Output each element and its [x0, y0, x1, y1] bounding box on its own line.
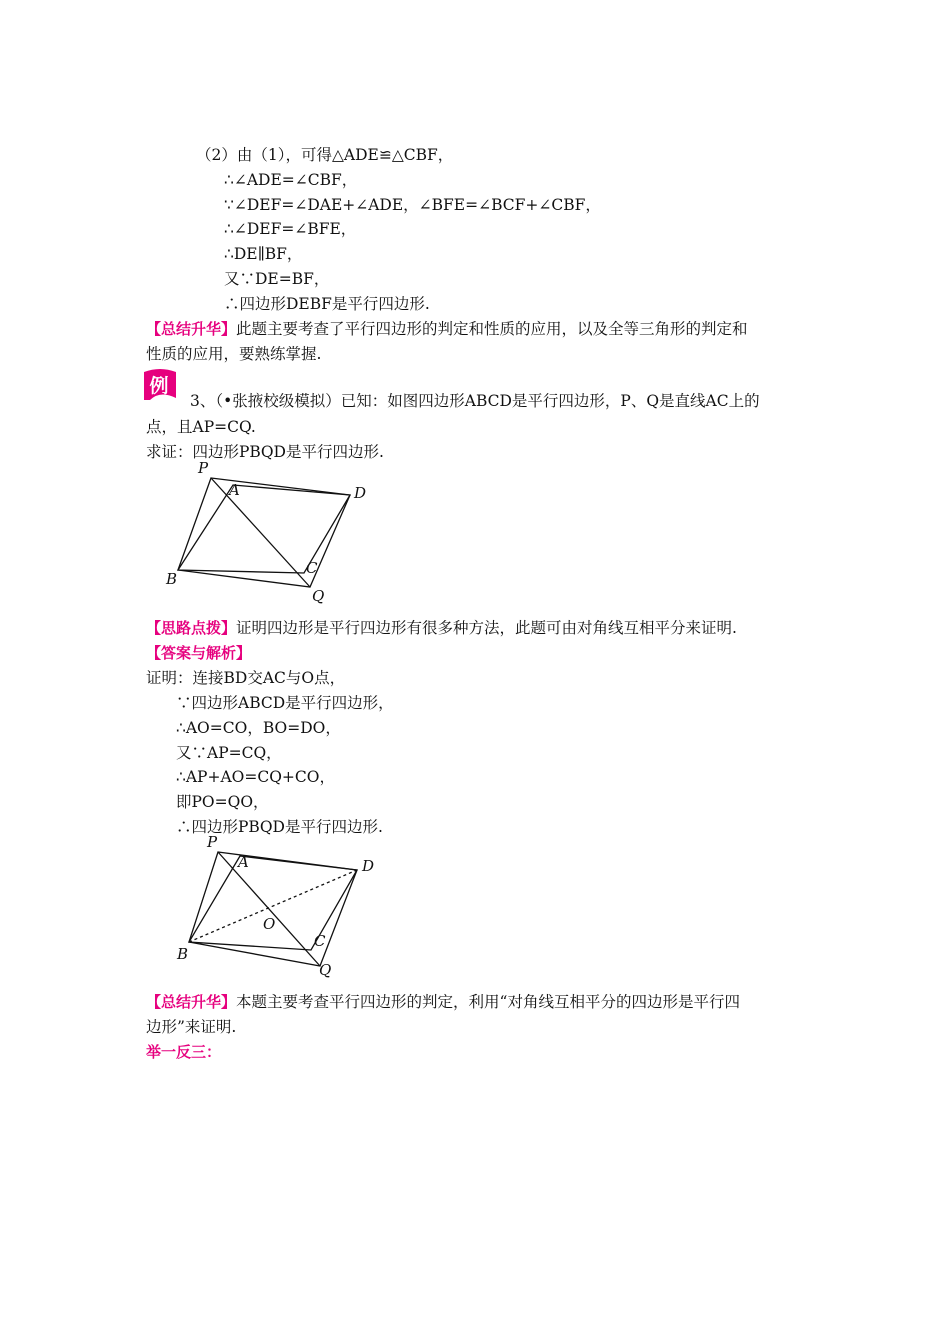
proof-line-7: ∴四边形DEBF是平行四边形. — [224, 295, 430, 313]
hint-text: 证明四边形是平行四边形有很多种方法，此题可由对角线互相平分来证明. — [236, 619, 737, 637]
label-Q: Q — [319, 961, 332, 979]
answer-line-1: 证明：连接BD交AC与O点， — [146, 669, 346, 687]
hint-tag: 【思路点拨】 — [146, 619, 237, 637]
figure-1 — [160, 455, 380, 605]
answer-line-3: ∴AO=CO，BO=DO， — [176, 719, 341, 737]
summary-2-line-1 — [146, 992, 740, 1012]
proof-line-6: 又∵DE=BF， — [224, 270, 330, 288]
summary-1-line-2: 性质的应用，要熟练掌握. — [146, 345, 322, 363]
practice-title: 举一反三： — [146, 1043, 222, 1061]
summary-2-line-2: 边形”来证明. — [146, 1018, 237, 1036]
summary-2-text: 本题主要考查平行四边形的判定，利用“对角线互相平分的四边形是平行四 — [236, 993, 740, 1011]
label-B: B — [177, 945, 189, 963]
example-badge-label: 例 — [149, 375, 169, 397]
example-badge-icon — [140, 368, 180, 404]
answer-line-5: ∴AP+AO=CQ+CO， — [176, 768, 335, 786]
answer-tag: 【答案与解析】 — [146, 644, 252, 662]
proof-line-4: ∴∠DEF=∠BFE， — [224, 220, 357, 238]
quad-pbqd — [189, 852, 357, 966]
figure-2 — [165, 832, 385, 980]
example-line-1: 3、（•张掖校级模拟）已知：如图四边形ABCD是平行四边形，P、Q是直线AC上的 — [190, 392, 760, 410]
diagonal-pq — [218, 852, 320, 966]
label-O: O — [263, 915, 276, 933]
summary-1-line-1 — [146, 319, 748, 339]
proof-line-1: （2）由（1），可得△ADE≌△CBF， — [196, 146, 454, 164]
label-A: A — [238, 853, 249, 871]
label-Q: Q — [312, 587, 325, 605]
summary-text: 此题主要考查了平行四边形的判定和性质的应用，以及全等三角形的判定和 — [236, 320, 748, 338]
proof-line-5: ∴DE∥BF， — [224, 245, 303, 263]
summary-2-tag: 【总结升华】 — [146, 993, 237, 1011]
answer-line-2: ∵四边形ABCD是平行四边形， — [176, 694, 394, 712]
label-D: D — [354, 484, 367, 502]
example-line-2: 点，且AP=CQ. — [146, 418, 256, 436]
label-C: C — [314, 932, 326, 950]
label-P: P — [207, 833, 218, 851]
hint-line — [146, 618, 737, 638]
label-P: P — [198, 459, 209, 477]
summary-tag: 【总结升华】 — [146, 320, 237, 338]
label-D: D — [362, 857, 375, 875]
proof-line-2: ∴∠ADE=∠CBF， — [224, 171, 358, 189]
answer-line-4: 又∵AP=CQ， — [176, 744, 282, 762]
answer-line-6: 即PO=QO， — [176, 793, 269, 811]
example-line-3: 求证：四边形PBQD是平行四边形. — [146, 443, 384, 461]
answer-line-7: ∴四边形PBQD是平行四边形. — [176, 818, 383, 836]
label-A: A — [229, 481, 240, 499]
proof-line-3: ∵∠DEF=∠DAE+∠ADE，∠BFE=∠BCF+∠CBF， — [224, 196, 601, 214]
label-C: C — [306, 559, 318, 577]
label-B: B — [166, 570, 178, 588]
